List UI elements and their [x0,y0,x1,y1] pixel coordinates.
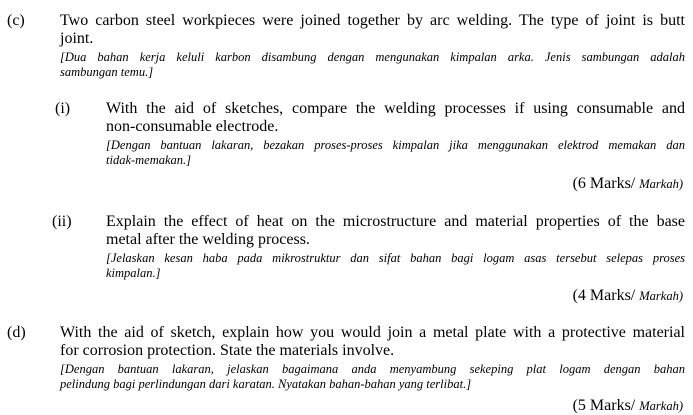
question-c-label: (c) [7,12,25,29]
question-c-malay [60,50,685,80]
part-i-label: (i) [55,100,71,117]
question-c-malay-line-2: sambungan temu.] [60,65,154,79]
part-i-marks-my: Markah) [639,177,683,191]
question-d-marks [573,397,683,415]
question-d-english-line-1: With the aid of sketch, explain how you would join a metal plate with a protective material [60,324,685,341]
question-d-marks-en: (5 Marks/ [572,397,640,414]
part-ii-marks [573,287,683,305]
part-i-english-line-1: With the aid of sketches, compare the welding processes if using consumable and [106,100,685,117]
part-ii-label: (ii) [52,213,72,230]
question-c-malay-line-1: [Dua bahan kerja keluli karbon disambung dengan mengunakan kimpalan arka. Jenis sambungan adalah [60,50,685,64]
question-d-malay-line-2: pelindung bagi perlindungan dari karatan. Nyatakan bahan-bahan yang terlibat.] [60,377,472,391]
part-ii-malay-line-1: [Jelaskan kesan haba pada mikrostruktur dan sifat bahan bagi logam asas tersebut selepas proses [106,251,685,265]
part-ii-malay-line-2: kimpalan.] [106,266,161,280]
part-ii-english-line-1: Explain the effect of heat on the microstructure and material properties of the base [106,213,685,230]
part-i-marks [573,175,683,193]
part-i-malay-line-1: [Dengan bantuan lakaran, bezakan proses-proses kimpalan jika menggunakan elektrod memakan dan [106,138,685,152]
question-c-english-line-2: joint. [60,30,94,47]
part-ii-marks-my: Markah) [639,289,683,303]
part-i-malay-line-2: tidak-memakan.] [106,153,192,167]
part-ii-english-line-2: metal after the welding process. [106,231,310,248]
part-ii-malay [106,251,685,281]
part-i-marks-en: (6 Marks/ [572,175,640,192]
part-ii-marks-en: (4 Marks/ [572,287,640,304]
question-d-malay-line-1: [Dengan bantuan lakaran, jelaskan bagaimana anda menyambung sekeping plat logam dengan bahan [60,362,685,376]
question-d-english-line-2: for corrosion protection. State the materials involve. [60,342,395,359]
part-i-malay [106,138,685,168]
question-d-marks-my: Markah) [639,399,683,413]
question-d-malay [60,362,685,392]
question-d-label: (d) [7,324,26,341]
question-c-english-line-1: Two carbon steel workpieces were joined together by arc welding. The type of joint is butt [60,12,685,29]
part-i-english-line-2: non-consumable electrode. [106,118,279,135]
